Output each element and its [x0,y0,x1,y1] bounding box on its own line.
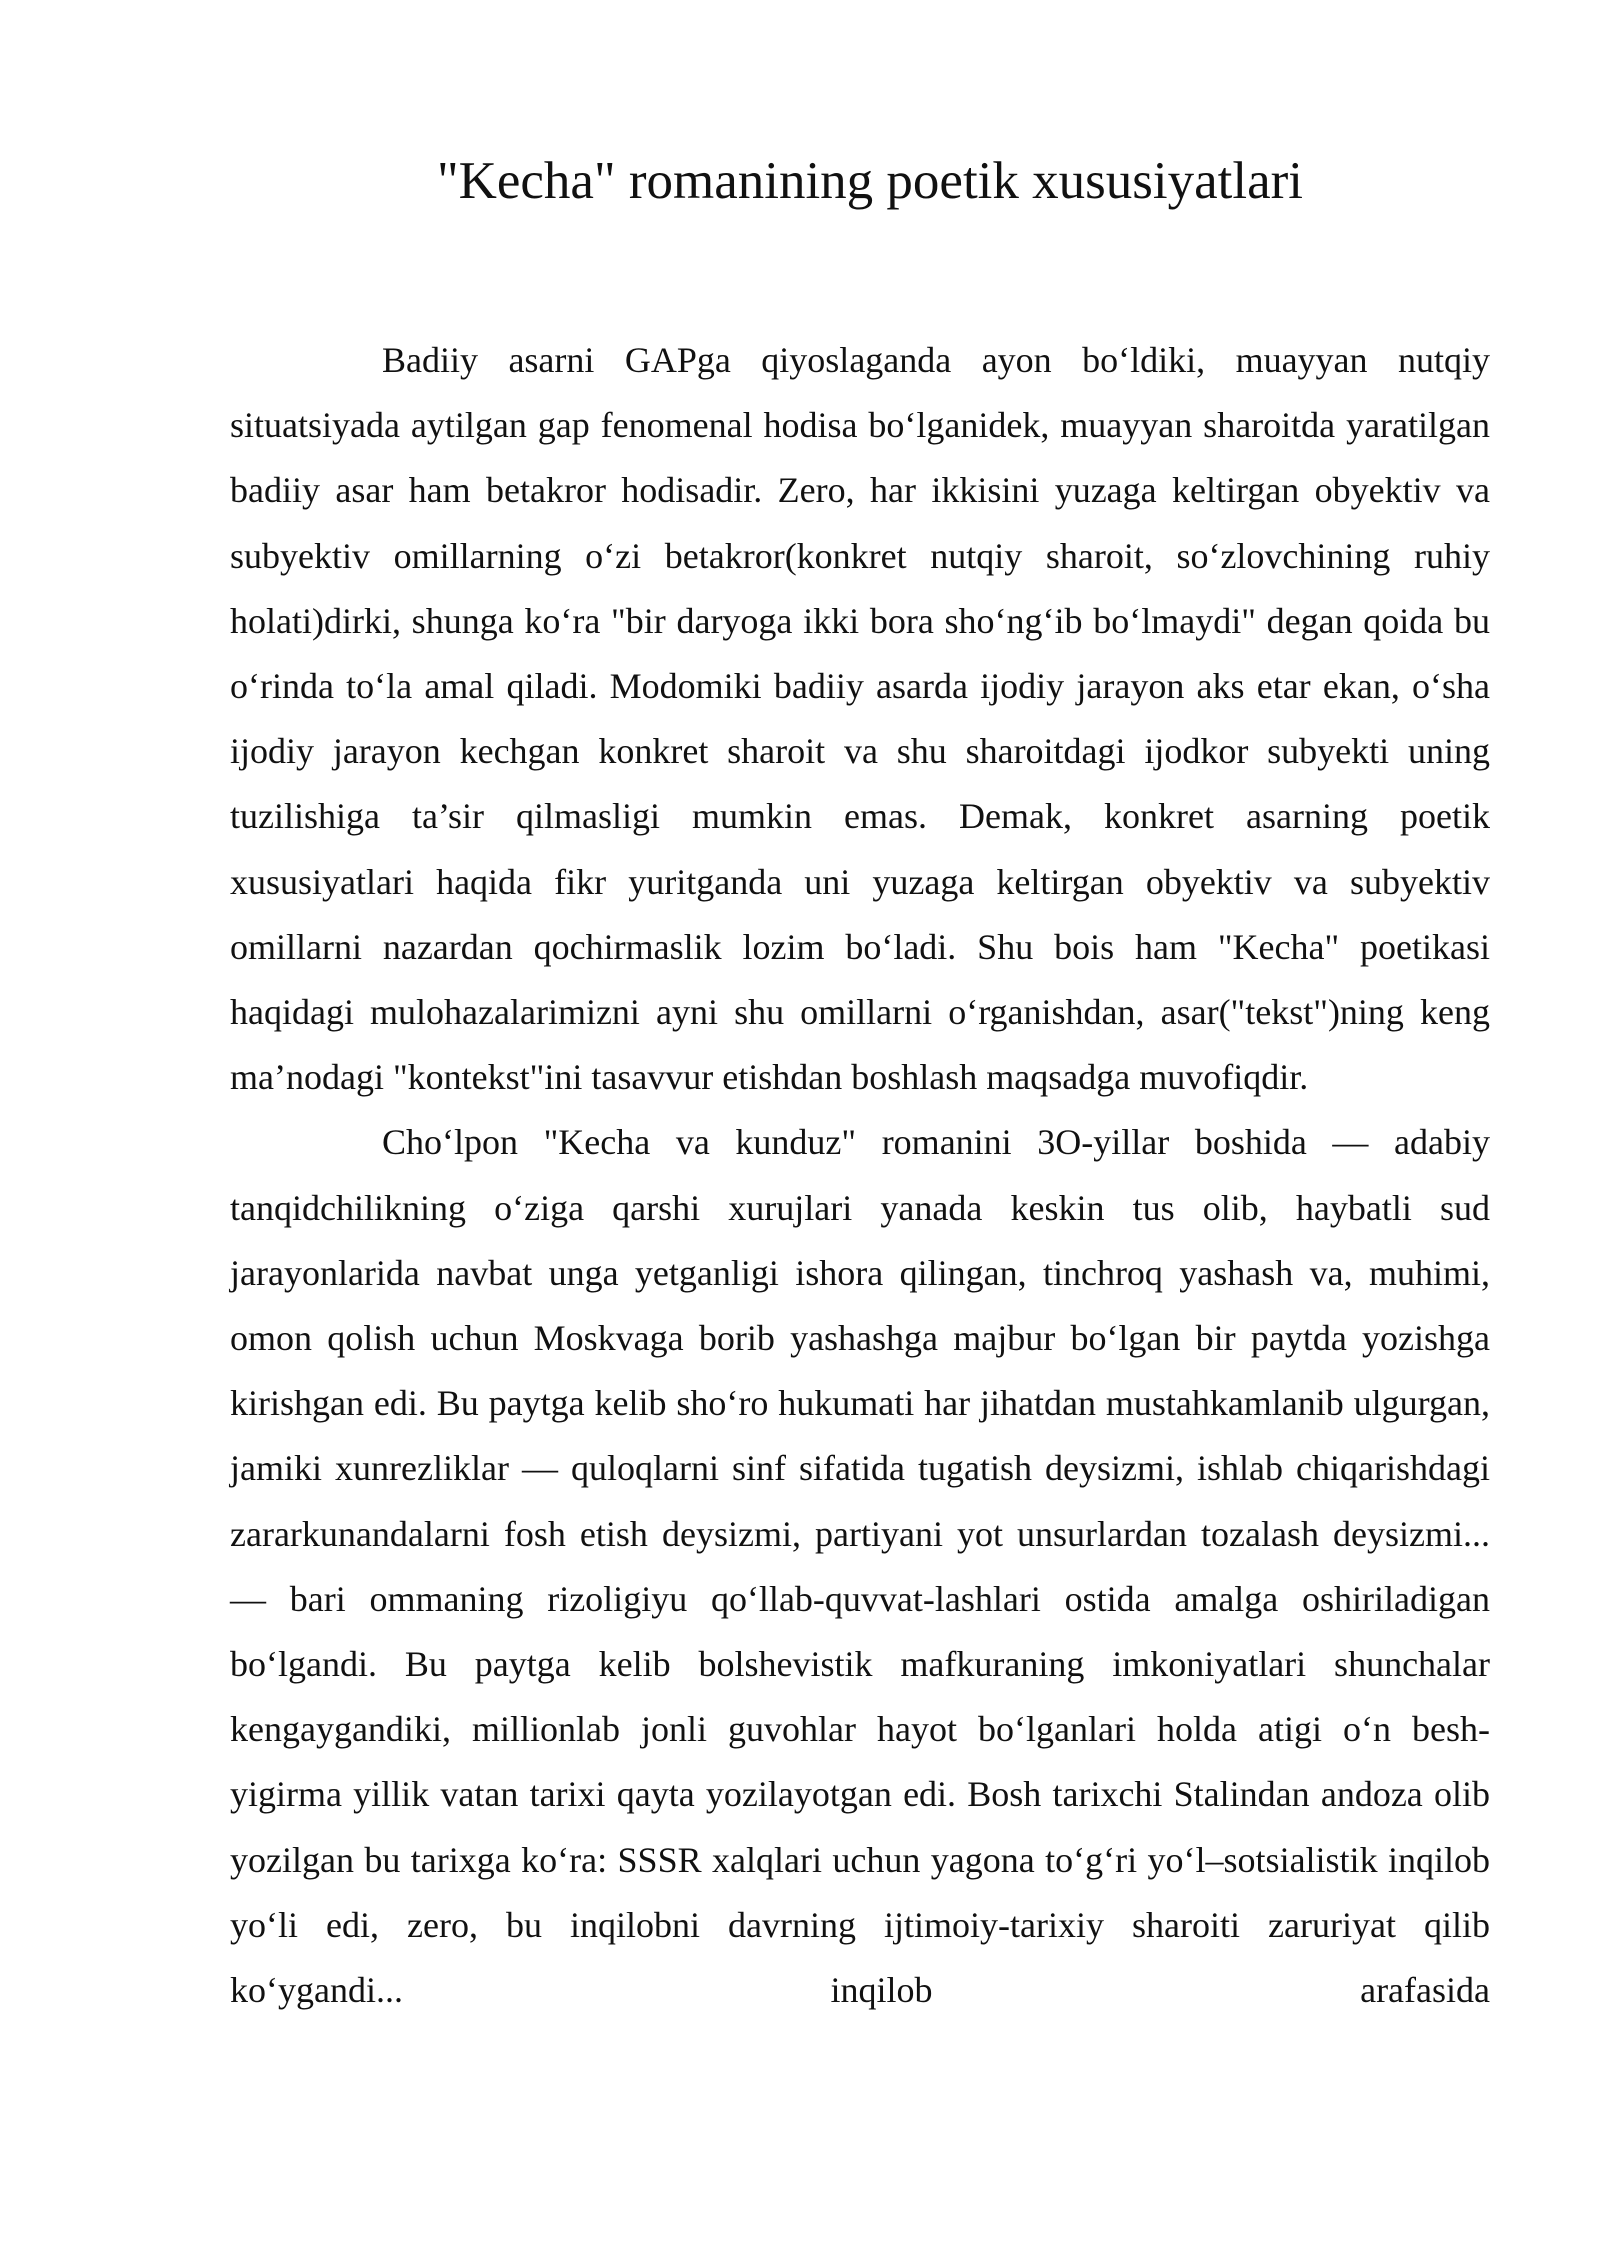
document-body [230,328,1490,2023]
paragraph-1: Badiiy asarni GAPga qiyoslaganda ayon bo‘ldiki, muayyan nutqiy situatsiyada aytilgan gap fenomenal hodisa bo‘lganidek, muayyan sharoitda yaratilgan badiiy asar ham betakror hodisadir. Zero, har ikkisini yuzaga keltirgan obyektiv va subyektiv omillarning o‘zi betakror(konkret nutqiy sharoit, so‘zlovchining ruhiy holati)dirki, shunga ko‘ra "bir daryoga ikki bora sho‘ng‘ib bo‘lmaydi" degan qoida bu o‘rinda to‘la amal qiladi. Modomiki badiiy asarda ijodiy jarayon aks etar ekan, o‘sha ijodiy jarayon kechgan konkret sharoit va shu sharoitdagi ijodkor subyekti uning tuzilishiga ta’sir qilmasligi mumkin emas. Demak, konkret asarning poetik xususiyatlari haqida fikr yuritganda uni yuzaga keltirgan obyektiv va subyektiv omillarni nazardan qochirmaslik lozim bo‘ladi. Shu bois ham "Kecha" poetikasi haqidagi mulohazalarimizni ayni shu omillarni o‘rganishdan, asar("tekst")ning keng ma’nodagi "kontekst"ini tasavvur etishdan boshlash maqsadga muvofiqdir. [230,340,1490,1098]
paragraph-2: Cho‘lpon "Kecha va kunduz" romanini 3O-yillar boshida — adabiy tanqidchilikning o‘ziga qarshi xurujlari yanada keskin tus olib, haybatli sud jarayonlarida navbat unga yetganligi ishora qilingan, tinchroq yashash va, muhimi, omon qolish uchun Moskvaga borib yashashga majbur bo‘lgan bir paytda yozishga kirishgan edi. Bu paytga kelib sho‘ro hukumati har jihatdan mustahkamlanib ulgurgan, jamiki xunrezliklar — quloqlarni sinf sifatida tugatish deysizmi, ishlab chiqarishdagi zararkunandalarni fosh etish deysizmi, partiyani yot unsurlardan tozalash deysizmi... — bari ommaning rizoligiyu qo‘llab-quvvat-lashlari ostida amalga oshiriladigan bo‘lgandi. Bu paytga kelib bolshevistik mafkuraning imkoniyatlari shunchalar kengaygandiki, millionlab jonli guvohlar hayot bo‘lganlari holda atigi o‘n besh-yigirma yillik vatan tarixi qayta yozilayotgan edi. Bosh tarixchi Stalindan andoza olib yozilgan bu tarixga ko‘ra: SSSR xalqlari uchun yagona to‘g‘ri yo‘l–sotsialistik inqilob yo‘li edi, zero, bu inqilobni davrning ijtimoiy-tarixiy sharoiti zaruriyat qilib ko‘ygandi... inqilob arafasida [230,1122,1490,2011]
document-title: "Kecha" romanining poetik xususiyatlari [436,152,1304,210]
